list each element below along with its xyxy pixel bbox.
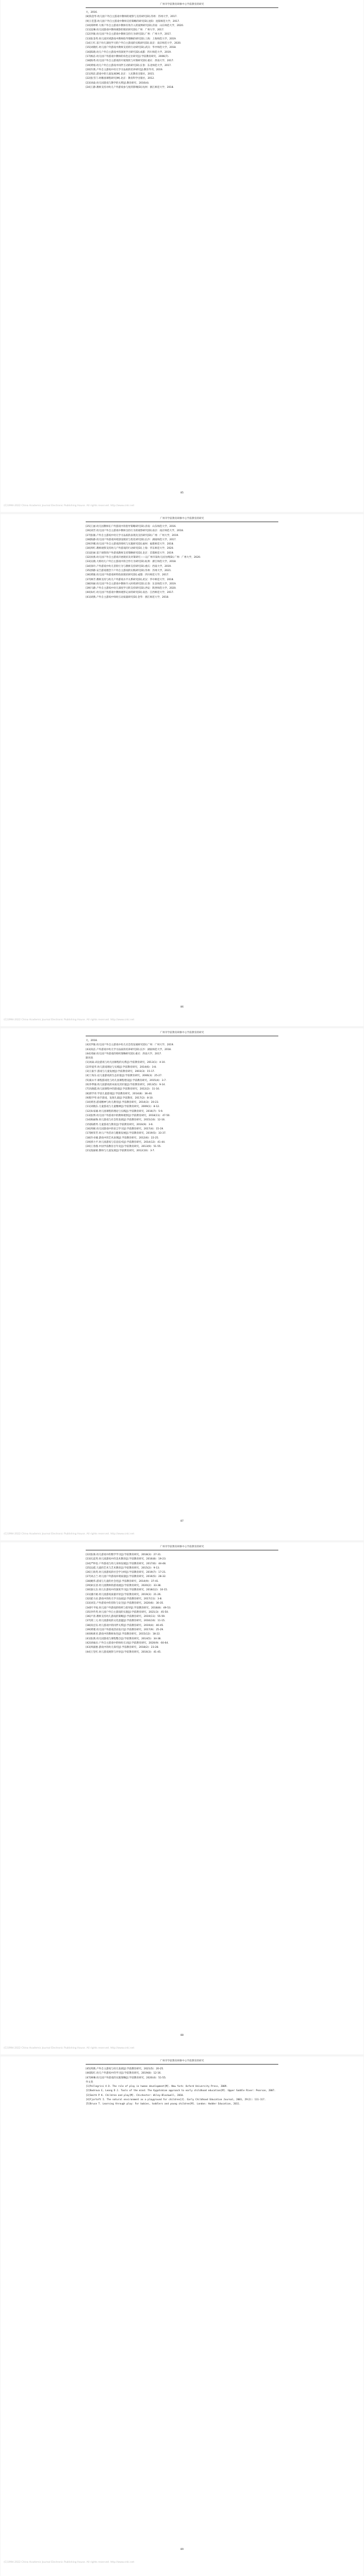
page-number: 86	[180, 1006, 184, 1009]
reference-entry: [27]刘占兰.幼儿园户外游戏环境质量[J].学前教育研究，2016(5)：28-32.	[86, 1575, 167, 1579]
reference-entry: [46]陈红.幼儿户外游戏中的学习[J].学前教育研究，2019(8)：12-16.	[86, 2072, 162, 2075]
reference-entry: [8]钱金琴.幼儿园户外自主游戏中教师的观察与支持研究[D].苏州：苏州大学，2017.	[86, 15, 178, 19]
reference-entry: [41]张燕.幼儿园游戏与课程整合[J].学前教育研究，2014(5)：34-38.	[86, 1637, 162, 1640]
reference-entry: 期刊类	[86, 1057, 93, 1060]
reference-entry: [2]Bodrova E, Leong D J. Tools of the mind: The Vygotskian approach to early childhood education[M]. Upper Saddle River: Pearson, 2007.	[86, 2090, 276, 2093]
reference-entry: [22]张俊.幼儿游戏中的数学学习[J].学前教育研究，2018(3)：27-31.	[86, 1554, 162, 1556]
reference-list	[86, 1039, 278, 1154]
reference-entry: 外文类	[86, 2080, 93, 2084]
reference-entry: [10]黄进.游戏精神与幼儿教育[J].学前教育研究，2014(3)：20-23.	[86, 1101, 159, 1104]
reference-entry: [14]王红.基于幼儿深度学习的户外自主游戏的实践研究[D].南京：南京师范大学，2020.	[86, 42, 181, 45]
reference-entry: [28]陈静.幼儿园户外游戏环境创设现状与优化研究[D].长沙：湖南师范大学，2017.	[86, 538, 177, 541]
reference-entry: [13]张博.幼儿园户外游戏中的教师观察[J].学前教育研究，2018(11)：47-50.	[86, 1114, 170, 1118]
reference-entry: [16]周兢.幼儿园游戏中的语言学习[J].学前教育研究，2017(4)：15-19.	[86, 1127, 164, 1130]
reference-entry: [37]郑三元.幼儿园游戏的文化意蕴[J].学前教育研究，2016(10)：11-15.	[86, 1620, 166, 1623]
reference-entry: [24]王静.教师支持对幼儿户外游戏参与度的影响[D].杭州：浙江师范大学，2018.	[86, 86, 174, 89]
reference-entry: [25]边霞.儿童的艺术与艺术教育[J].学前教育研究，2015(2)：9-13.	[86, 1566, 160, 1570]
reference-entry: [43]高洁.户外游戏中幼儿学习品质的培养研究[D].长沙：湖南师范大学，2018.	[86, 1048, 172, 1051]
reference-entry: [4]Fjortoft I. The natural environment as a playground for children[J]. Early Childhood Education Journal, 2001, 29(2): 111-117.	[86, 2099, 266, 2102]
reference-entry: [3]王振宇.游戏与儿童发展[J].学前教育研究，2003(3)：15-17.	[86, 1070, 155, 1074]
copyright-watermark: (C)1994-2022 China Academic Journal Electronic Publishing House. All rights reserved. http://www.cnki.net	[4, 505, 135, 507]
reference-list	[86, 2067, 278, 2107]
reference-entry: [4]丁海东.论儿童游戏的生态价值[J].学前教育研究，2006(3)：25-27.	[86, 1075, 162, 1078]
reference-entry: [34]徐玲.户外游戏中幼儿冒险行为与教师支持研究[D].重庆：西南大学，2019.	[86, 565, 172, 568]
page-header: 广州市学前教育研修中心学前教育的研究	[86, 517, 278, 522]
reference-entry: [42]罗敏.幼儿园户外自主游戏中幼儿社会性发展研究[D].广州：广州大学，2019.	[86, 1044, 174, 1047]
reference-entry: [38]何丽.幼儿园户外自主游戏中教师介入时机研究[D].长春：东北师范大学，2019.	[86, 582, 177, 585]
reference-entry: [15]刘晓红.幼儿园户外游戏中教师支持的行动研究[D].武汉：华中师范大学，2018.	[86, 46, 177, 49]
reference-list	[86, 11, 278, 90]
page	[1, 2057, 363, 2576]
reference-entry: [14]杨丽珠.幼儿游戏与社会性发展[J].学前教育研究，2015(10)：12-16.	[86, 1119, 166, 1122]
reference-entry: [22]张雪门.幼稚园课程研究[M].北京：教育科学出版社，2012.	[86, 77, 155, 80]
reference-entry: [7]冯晓霞.幼儿园课程中的游戏[J].学前教育研究，2012(2)：11-16.	[86, 1088, 160, 1091]
reference-entry: [18]许卓娅.游戏中的艺术表现[J].学前教育研究，2012(6)：22-25.	[86, 1136, 159, 1140]
reference-entry: [12]李敏.幼儿园户外自主游戏中教师支持行为研究[D].广州：广州大学，2017.	[86, 33, 172, 36]
page-header: 广州市学前教育研修中心学前教育的研究	[86, 1031, 278, 1036]
reference-entry: [30]秦元东.幼儿在游戏中的深度学习[J].学前教育研究，2018(12)：10-15.	[86, 1589, 168, 1592]
reference-entry: [44]王坚红.幼儿游戏观察与评价[J].学前教育研究，2016(3)：41-45.	[86, 1650, 162, 1654]
reference-entry: [33]吴晓.大班幼儿户外自主游戏中的合作行为研究[D].杭州：浙江师范大学，2018.	[86, 560, 177, 564]
reference-entry: [2]华爱华.幼儿游戏理论与实践[J].学前教育研究，2014(6)：3-8.	[86, 1066, 157, 1069]
reference-entry: [20]许燕.户外自主游戏中幼儿学习品质的培养研究[J].教育导刊，2019.	[86, 68, 163, 71]
reference-entry: [19]黄娟.幼儿户外自主游戏中同伴互动的研究[D].长春：东北师范大学，2017.	[86, 64, 172, 67]
reference-entry: [38]高宏钰.幼儿游戏中的同伴关系[J].学前教育研究，2019(4)：40-45.	[86, 1624, 164, 1627]
page-header: 广州市学前教育研修中心学前教育的研究	[86, 2060, 278, 2065]
reference-entry: [6]李季湄.幼儿园游戏的本质及其价值[J].学前教育研究，2013(5)：9-14.	[86, 1083, 166, 1086]
reference-entry: [40]朱红.幼儿园户外游戏中教师观察记录的研究[D].南昌：江西师范大学，2017.	[86, 591, 174, 595]
reference-entry: [16]陈晓.幼儿户外自主游戏中的深度学习研究[D].成都：四川师范大学，2019.	[86, 51, 172, 54]
reference-entry: [37]林芳.教师支持与幼儿户外游戏水平关系研究[D].武汉：华中师范大学，2018.	[86, 578, 174, 581]
reference-entry: [9]程学琴.放手游戏，发现儿童[J].学前教育，2017(2)：8-10.	[86, 1096, 154, 1100]
reference-entry: [19]郭力平.幼儿园游戏与信息技术[J].学前教育研究，2014(12)：41-44.	[86, 1141, 166, 1144]
reference-entry: [35]郭静.安吉游戏理念下户外自主游戏的实践研究[D].苏州：苏州大学，2021.	[86, 569, 172, 572]
reference-entry: [28]姚伟.游戏与儿童的社会化[J].学前教育研究，2014(9)：37-41.	[86, 1580, 159, 1583]
reference-entry: [18]陈秀.幼儿园户外自主游戏的开展现状与对策研究[D].重庆：西南大学，2017.	[86, 60, 174, 63]
reference-entry: [17]顾荣芳.幼儿户外活动与健康发展[J].学前教育研究，2019(5)：33-37.	[86, 1132, 167, 1135]
copyright-watermark: (C)1994-2022 China Academic Journal Electronic Publishing House. All rights reserved. http://www.cnki.net	[4, 1019, 135, 1021]
reference-entry: [47]林琳.幼儿园户外游戏的实施策略[J].学前教育研究，2020(4)：51-55.	[86, 2076, 167, 2079]
reference-entry: [27]张敏.户外自主游戏中幼儿学习品质的表现及支持研究[D].广州：广州大学，2019.	[86, 534, 179, 537]
reference-entry: [41]胡燕.户外自主游戏中师幼互动质量研究[D].金华：浙江师范大学，2018.	[86, 596, 169, 599]
reference-entry: [34]叶平枝.幼儿园户外游戏的组织与指导[J].学前教育研究，2018(8)：49-53.	[86, 1606, 171, 1609]
reference-entry: [1]刘焱.试论游戏与幼儿园课程的关系[J].学前教育研究，2013(1)：4-10.	[86, 1061, 166, 1064]
reference-entry: [15]陈鹤琴.儿童游戏与教育[J].学前教育研究，2016(9)：3-6.	[86, 1123, 154, 1126]
reference-entry: [10]郑婷婷.大班户外自主游戏中教师有效介入的案例研究[D].济南：山东师范大学，2020.	[86, 24, 184, 27]
reference-entry: [33]刘昊.户外游戏中的冒险与安全[J].学前教育研究，2020(6)：30-35.	[86, 1602, 164, 1605]
reference-entry: [11]刘晓东.儿童游戏与儿童精神[J].学前教育研究，2009(1)：8-12.	[86, 1105, 160, 1109]
reference-entry: [9]王佳慧.幼儿园户外自主游戏中教师支持策略的研究[D].沈阳：沈阳师范大学，2017.	[86, 20, 180, 23]
copyright-watermark: (C)1994-2022 China Academic Journal Electronic Publishing House. All rights reserved. http://www.cnki.net	[4, 1533, 135, 1535]
reference-entry: [5]虞永平.课程游戏化与幼儿园课程建设[J].学前教育研究，2015(4)：3-7.	[86, 1079, 167, 1082]
reference-entry: [40]杨莉君.游戏中的教师角色[J].学前教育研究，2015(12)：18-22.	[86, 1633, 161, 1636]
page-number: 88	[180, 2034, 184, 2037]
reference-entry: [1]Pellegrini A D. The role of play in human development[M]. New York: Oxford University Press, 2009.	[86, 2085, 228, 2088]
reference-entry: [24]严仲连.户外游戏与幼儿身体发展[J].学前教育研究，2017(6)：44-48.	[86, 1562, 167, 1565]
reference-entry: [36]黄敏.幼儿园户外游戏材料投放现状研究[D].成都：四川师范大学，2017.	[86, 574, 169, 577]
reference-entry: [11]沈琳.幼儿园游戏中教师观察的现状研究[D].广州：广州大学，2017.	[86, 29, 164, 32]
reference-list	[86, 525, 278, 600]
reference-list	[86, 1553, 278, 1655]
page	[1, 1028, 363, 1540]
reference-entry: [23]刘焱.幼儿园游戏与教学的关系[J].教育研究，2016(4).	[86, 81, 150, 85]
reference-entry: [45]周燕.户外自主游戏与幼儿发展[J].学前教育研究，2021(5)：20-25.	[86, 2068, 164, 2070]
reference-entry: [17]杨洁.幼儿园户外游戏中教师的角色定位研究[J].学前教育研究，2006(7).	[86, 55, 169, 58]
page-header: 广州市学前教育研修中心学前教育的研究	[86, 3, 278, 8]
reference-entry: [31]赵丽.基于观察的户外游戏教师支持策略研究[D].北京：首都师范大学，2019.	[86, 551, 174, 555]
page-number: 87	[180, 1520, 184, 1523]
reference-entry: [26]刘芳.幼儿园户外自主游戏中教师支持行为的观察研究[D].南京：南京师范大学，2018.	[86, 530, 184, 533]
copyright-watermark: (C)1994-2022 China Academic Journal Electronic Publishing House. All rights reserved. http://www.cnki.net	[4, 2047, 135, 2050]
reference-entry: [20]王春燕.中国学前教育百年史[J].学前教育研究，2013(9)：51-55.	[86, 1145, 162, 1149]
reference-entry: [29]索长清.幼儿园教师的游戏观[J].学前教育研究，2020(2)：33-38.	[86, 1584, 162, 1588]
reference-entry: [3]Smith P K. Children and play[M]. Chichester: Wiley-Blackwell, 2010.	[86, 2094, 185, 2097]
reference-entry: [32]霍力岩.游戏中的幼儿学习品质[J].学前教育研究，2017(11)：3-8.	[86, 1597, 162, 1600]
reference-entry: 大，2016.	[86, 11, 98, 14]
reference-entry: [29]李娜.幼儿园户外自主游戏的组织与实施研究[D].福州：福建师范大学，2018.	[86, 543, 174, 546]
reference-entry: [43]周淑惠.游戏中的幼儿探究[J].学前教育研究，2018(2)：23-28.	[86, 1646, 159, 1649]
reference-entry: [21]周洁.游戏中的儿童发展[M].北京：人民教育出版社，2015.	[86, 73, 155, 76]
reference-entry: [39]马静.户外自主游戏中幼儿深度学习的支持研究[D].西安：陕西师范大学，2020.	[86, 587, 177, 590]
page-header: 广州市学前教育研修中心学前教育的研究	[86, 1546, 278, 1550]
reference-entry: [44]邓丽.幼儿园户外游戏的组织策略研究[D].重庆：西南大学，2017.	[86, 1052, 162, 1055]
reference-entry: [21]庞丽娟.教师与儿童发展[J].学前教育研究，2012(10)：3-7.	[86, 1150, 155, 1153]
copyright-watermark: (C)1994-2022 China Academic Journal Electronic Publishing House. All rights reserved. http://www.cnki.net	[4, 2561, 135, 2564]
reference-entry: [31]潘月娟.幼儿园游戏质量评价[J].学前教育研究，2019(3)：21-26.	[86, 1593, 162, 1596]
reference-entry: [39]黄瑾.幼儿园户外游戏活动设计[J].学前教育研究，2017(9)：25-29.	[86, 1629, 164, 1632]
reference-entry: [8]邱学青.学前儿童游戏[J].学前教育研究，2014(8)：36-40.	[86, 1092, 153, 1095]
page	[1, 514, 363, 1026]
reference-entry: [30]周红.教师观察支持幼儿户外游戏的行动研究[D].上海：华东师范大学，2020.	[86, 547, 174, 550]
page-number: 85	[180, 492, 184, 494]
reference-entry: [42]胡福贞.户外自主游戏中的师幼互动[J].学前教育研究，2020(9)：60-64.	[86, 1641, 169, 1645]
page-number: 89	[180, 2548, 184, 2551]
reference-entry: [12]朱家雄.幼儿园课程的理论与实践[J].学前教育研究，2016(7)：5-9.	[86, 1110, 163, 1113]
reference-entry: [35]李传英.幼儿园户外自主游戏的实施[J].学前教育研究，2021(3)：45-50.	[86, 1611, 169, 1614]
reference-entry: [36]卢清.教师支持幼儿游戏的策略[J].学前教育研究，2019(11)：55-59.	[86, 1615, 166, 1619]
reference-entry: [5]Bruce T. Learning through play: For babies, toddlers and young children[M]. London: Hodder Education, 2011.	[86, 2103, 241, 2106]
page	[1, 0, 363, 512]
reference-entry: 大，2018.	[86, 1039, 98, 1042]
reference-entry: [13]张金英.幼儿园区域游戏中教师指导策略的研究[D].上海：上海师范大学，2019.	[86, 37, 177, 40]
page	[1, 1542, 363, 2054]
reference-entry: [23]孔起英.幼儿园游戏中的美术教育[J].学前教育研究，2016(8)：19-23.	[86, 1558, 167, 1561]
reference-entry: [32]孙燕.幼儿园户外自主游戏开展现状及对策研究——以广州市某幼儿园为例[D].广州：广州大学，2020.	[86, 556, 201, 559]
reference-entry: [25]王丽.幼儿园教师在户外游戏中的指导策略研究[D].济南：山东师范大学，2016.	[86, 525, 177, 528]
reference-entry: [26]王海英.幼儿园游戏的社会学分析[J].学前教育研究，2019(7)：17-21.	[86, 1571, 167, 1574]
